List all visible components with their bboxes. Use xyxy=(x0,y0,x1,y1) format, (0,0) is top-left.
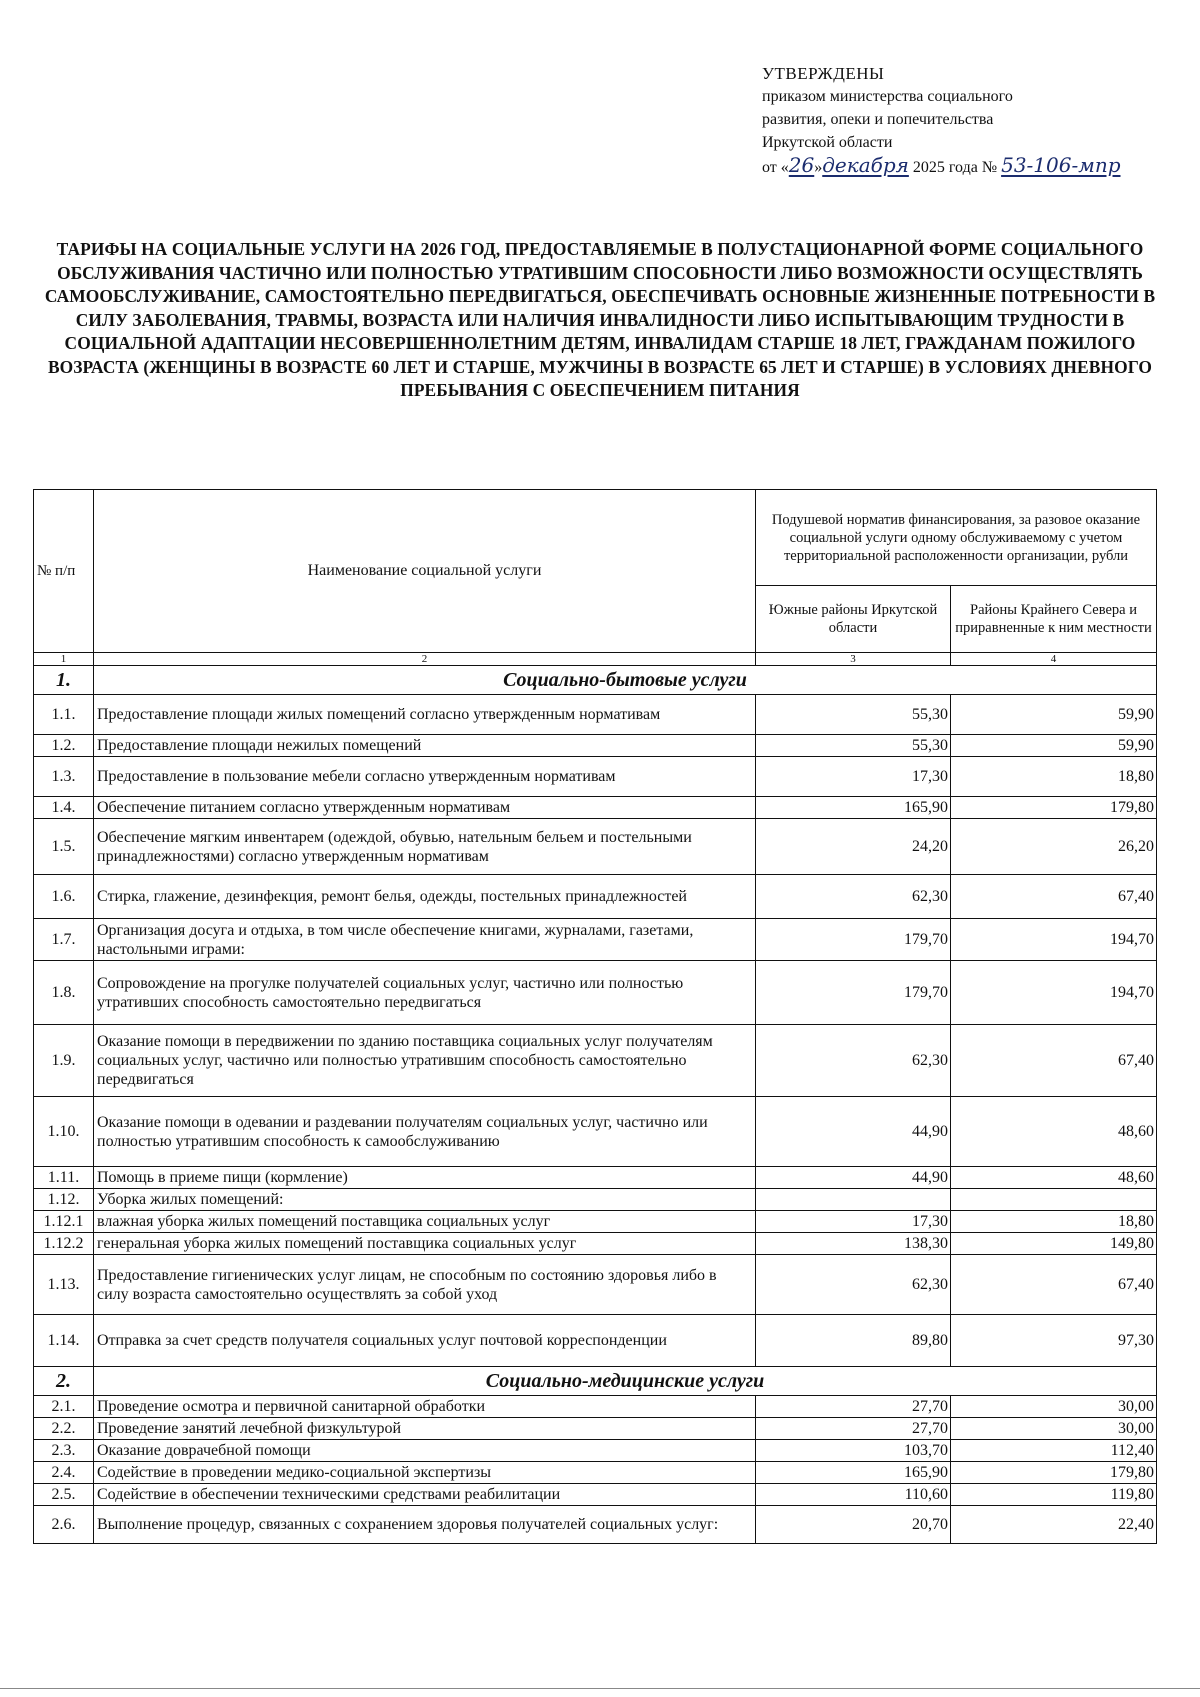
date-prefix: от « xyxy=(762,159,789,176)
north-rate: 18,80 xyxy=(951,757,1157,797)
south-rate: 110,60 xyxy=(756,1484,951,1506)
south-rate: 44,90 xyxy=(756,1097,951,1167)
row-number: 2.6. xyxy=(34,1506,94,1544)
column-number: 2 xyxy=(94,653,756,666)
table-row xyxy=(34,1211,1157,1233)
service-name: Оказание помощи в передвижении по зданию поставщика социальных услуг получателям социальных услуг, частично или полностью утратившим способность самостоятельно передвигаться xyxy=(94,1025,756,1097)
row-number: 1.10. xyxy=(34,1097,94,1167)
row-number: 1.8. xyxy=(34,961,94,1025)
table-row xyxy=(34,1233,1157,1255)
row-number: 2.1. xyxy=(34,1396,94,1418)
table-row xyxy=(34,1255,1157,1315)
north-rate: 22,40 xyxy=(951,1506,1157,1544)
north-rate: 119,80 xyxy=(951,1484,1157,1506)
header-south: Южные районы Иркутской области xyxy=(756,586,951,653)
south-rate: 103,70 xyxy=(756,1440,951,1462)
south-rate: 55,30 xyxy=(756,695,951,735)
table-row xyxy=(34,797,1157,819)
north-rate: 30,00 xyxy=(951,1418,1157,1440)
south-rate: 138,30 xyxy=(756,1233,951,1255)
table-row xyxy=(34,919,1157,961)
south-rate: 55,30 xyxy=(756,735,951,757)
table-row xyxy=(34,961,1157,1025)
approval-line-2: развития, опеки и попечительства xyxy=(762,111,994,128)
service-name: Содействие в обеспечении техническими средствами реабилитации xyxy=(94,1484,756,1506)
south-rate: 20,70 xyxy=(756,1506,951,1544)
header-name: Наименование социальной услуги xyxy=(94,490,756,653)
service-name: Уборка жилых помещений: xyxy=(94,1189,756,1211)
service-name: Содействие в проведении медико-социальной экспертизы xyxy=(94,1462,756,1484)
service-name: Предоставление в пользование мебели согласно утвержденным нормативам xyxy=(94,757,756,797)
table-row xyxy=(34,1315,1157,1367)
south-rate: 179,70 xyxy=(756,919,951,961)
south-rate: 62,30 xyxy=(756,1025,951,1097)
table-row xyxy=(34,1189,1157,1211)
north-rate: 194,70 xyxy=(951,919,1157,961)
row-number: 2.3. xyxy=(34,1440,94,1462)
handwritten-order-number: 53-106-мпр xyxy=(1001,153,1121,177)
column-numbers-row xyxy=(34,653,1157,666)
date-mid: » xyxy=(814,159,823,176)
south-rate xyxy=(756,1189,951,1211)
row-number: 1.13. xyxy=(34,1255,94,1315)
north-rate: 179,80 xyxy=(951,797,1157,819)
service-name: Отправка за счет средств получателя социальных услуг почтовой корреспонденции xyxy=(94,1315,756,1367)
north-rate: 59,90 xyxy=(951,735,1157,757)
approval-line-3: Иркутской области xyxy=(762,134,893,151)
row-number: 1.12. xyxy=(34,1189,94,1211)
table-row xyxy=(34,735,1157,757)
row-number: 1.9. xyxy=(34,1025,94,1097)
south-rate: 27,70 xyxy=(756,1396,951,1418)
table-row xyxy=(34,1167,1157,1189)
table-row xyxy=(34,1097,1157,1167)
row-number: 1.1. xyxy=(34,695,94,735)
date-suffix: 2025 года № xyxy=(908,159,998,176)
north-rate: 179,80 xyxy=(951,1462,1157,1484)
header-north: Районы Крайнего Севера и приравненные к ним местности xyxy=(951,586,1157,653)
north-rate: 149,80 xyxy=(951,1233,1157,1255)
table-row xyxy=(34,757,1157,797)
service-name: Предоставление площади нежилых помещений xyxy=(94,735,756,757)
table-row xyxy=(34,1484,1157,1506)
page-edge-divider xyxy=(0,1688,1200,1689)
service-name: Оказание доврачебной помощи xyxy=(94,1440,756,1462)
row-number: 1.14. xyxy=(34,1315,94,1367)
service-name: Предоставление гигиенических услуг лицам, не способным по состоянию здоровья либо в силу возраста самостоятельно осуществлять за собой уход xyxy=(94,1255,756,1315)
table-row xyxy=(34,1462,1157,1484)
north-rate: 48,60 xyxy=(951,1097,1157,1167)
table-row xyxy=(34,1506,1157,1544)
north-rate: 30,00 xyxy=(951,1396,1157,1418)
south-rate: 62,30 xyxy=(756,875,951,919)
row-number: 1.12.1 xyxy=(34,1211,94,1233)
north-rate: 18,80 xyxy=(951,1211,1157,1233)
service-name: Проведение осмотра и первичной санитарной обработки xyxy=(94,1396,756,1418)
service-name: Оказание помощи в одевании и раздевании получателям социальных услуг, частично или полностью утратившим способность к самообслуживанию xyxy=(94,1097,756,1167)
tariffs-table xyxy=(33,489,1157,1544)
approval-stamp xyxy=(762,62,1182,179)
north-rate: 67,40 xyxy=(951,875,1157,919)
service-name: Выполнение процедур, связанных с сохранением здоровья получателей социальных услуг: xyxy=(94,1506,756,1544)
approval-heading: УТВЕРЖДЕНЫ xyxy=(762,64,885,83)
south-rate: 165,90 xyxy=(756,797,951,819)
table-row xyxy=(34,875,1157,919)
north-rate xyxy=(951,1189,1157,1211)
section-title: Социально-медицинские услуги xyxy=(94,1367,1157,1396)
section-number: 2. xyxy=(34,1367,94,1396)
north-rate: 59,90 xyxy=(951,695,1157,735)
service-name: Помощь в приеме пищи (кормление) xyxy=(94,1167,756,1189)
row-number: 1.12.2 xyxy=(34,1233,94,1255)
table-row xyxy=(34,695,1157,735)
approval-line-1: приказом министерства социального xyxy=(762,88,1013,105)
header-num: № п/п xyxy=(34,490,94,653)
section-row xyxy=(34,1367,1157,1396)
row-number: 1.6. xyxy=(34,875,94,919)
south-rate: 62,30 xyxy=(756,1255,951,1315)
section-row xyxy=(34,666,1157,695)
service-name: Проведение занятий лечебной физкультурой xyxy=(94,1418,756,1440)
service-name: влажная уборка жилых помещений поставщика социальных услуг xyxy=(94,1211,756,1233)
south-rate: 17,30 xyxy=(756,757,951,797)
table-row xyxy=(34,819,1157,875)
service-name: Обеспечение мягким инвентарем (одеждой, обувью, нательным бельем и постельными принадлежностями) согласно утвержденным нормативам xyxy=(94,819,756,875)
south-rate: 27,70 xyxy=(756,1418,951,1440)
row-number: 1.5. xyxy=(34,819,94,875)
table-row xyxy=(34,1396,1157,1418)
section-number: 1. xyxy=(34,666,94,695)
table-row xyxy=(34,1418,1157,1440)
service-name: Предоставление площади жилых помещений согласно утвержденным нормативам xyxy=(94,695,756,735)
section-title: Социально-бытовые услуги xyxy=(94,666,1157,695)
north-rate: 97,30 xyxy=(951,1315,1157,1367)
service-name: Стирка, глажение, дезинфекция, ремонт белья, одежды, постельных принадлежностей xyxy=(94,875,756,919)
column-number: 4 xyxy=(951,653,1157,666)
row-number: 1.2. xyxy=(34,735,94,757)
row-number: 2.2. xyxy=(34,1418,94,1440)
row-number: 1.11. xyxy=(34,1167,94,1189)
table-row xyxy=(34,1440,1157,1462)
south-rate: 179,70 xyxy=(756,961,951,1025)
south-rate: 24,20 xyxy=(756,819,951,875)
header-norm: Подушевой норматив финансирования, за разовое оказание социальной услуги одному обслуживаемому с учетом территориальной расположенности организации, рубли xyxy=(756,490,1157,586)
handwritten-day: 26 xyxy=(788,153,815,177)
north-rate: 26,20 xyxy=(951,819,1157,875)
north-rate: 67,40 xyxy=(951,1025,1157,1097)
table-row xyxy=(34,1025,1157,1097)
row-number: 2.5. xyxy=(34,1484,94,1506)
column-number: 3 xyxy=(756,653,951,666)
service-name: генеральная уборка жилых помещений поставщика социальных услуг xyxy=(94,1233,756,1255)
table-body xyxy=(34,666,1157,1544)
south-rate: 44,90 xyxy=(756,1167,951,1189)
service-name: Сопровождение на прогулке получателей социальных услуг, частично или полностью утративших способность самостоятельно передвигаться xyxy=(94,961,756,1025)
row-number: 1.7. xyxy=(34,919,94,961)
south-rate: 165,90 xyxy=(756,1462,951,1484)
row-number: 1.3. xyxy=(34,757,94,797)
south-rate: 89,80 xyxy=(756,1315,951,1367)
north-rate: 67,40 xyxy=(951,1255,1157,1315)
service-name: Обеспечение питанием согласно утвержденным нормативам xyxy=(94,797,756,819)
row-number: 1.4. xyxy=(34,797,94,819)
row-number: 2.4. xyxy=(34,1462,94,1484)
north-rate: 112,40 xyxy=(951,1440,1157,1462)
handwritten-month: декабря xyxy=(822,153,909,177)
approval-date-line xyxy=(762,154,1182,179)
column-number: 1 xyxy=(34,653,94,666)
south-rate: 17,30 xyxy=(756,1211,951,1233)
service-name: Организация досуга и отдыха, в том числе обеспечение книгами, журналами, газетами, настольными играми: xyxy=(94,919,756,961)
table-header xyxy=(34,490,1157,666)
north-rate: 194,70 xyxy=(951,961,1157,1025)
north-rate: 48,60 xyxy=(951,1167,1157,1189)
document-title: ТАРИФЫ НА СОЦИАЛЬНЫЕ УСЛУГИ НА 2026 ГОД, ПРЕДОСТАВЛЯЕМЫЕ В ПОЛУСТАЦИОНАРНОЙ ФОРМЕ СОЦИАЛЬНОГО ОБСЛУЖИВАНИЯ ЧАСТИЧНО ИЛИ ПОЛНОСТЬЮ УТРАТИВШИМ СПОСОБНОСТИ ЛИБО ВОЗМОЖНОСТИ ОСУЩЕСТВЛЯТЬ САМООБСЛУЖИВАНИЕ, САМОСТОЯТЕЛЬНО ПЕРЕДВИГАТЬСЯ, ОБЕСПЕЧИВАТЬ ОСНОВНЫЕ ЖИЗНЕННЫЕ ПОТРЕБНОСТИ В СИЛУ ЗАБОЛЕВАНИЯ, ТРАВМЫ, ВОЗРАСТА ИЛИ НАЛИЧИЯ ИНВАЛИДНОСТИ ЛИБО ИСПЫТЫВАЮЩИМ ТРУДНОСТИ В СОЦИАЛЬНОЙ АДАПТАЦИИ НЕСОВЕРШЕННОЛЕТНИМ ДЕТЯМ, ИНВАЛИДАМ СТАРШЕ 18 ЛЕТ, ГРАЖДАНАМ ПОЖИЛОГО ВОЗРАСТА (ЖЕНЩИНЫ В ВОЗРАСТЕ 60 ЛЕТ И СТАРШЕ, МУЖЧИНЫ В ВОЗРАСТЕ 65 ЛЕТ И СТАРШЕ) В УСЛОВИЯХ ДНЕВНОГО ПРЕБЫВАНИЯ С ОБЕСПЕЧЕНИЕМ ПИТАНИЯ xyxy=(44,239,1156,400)
